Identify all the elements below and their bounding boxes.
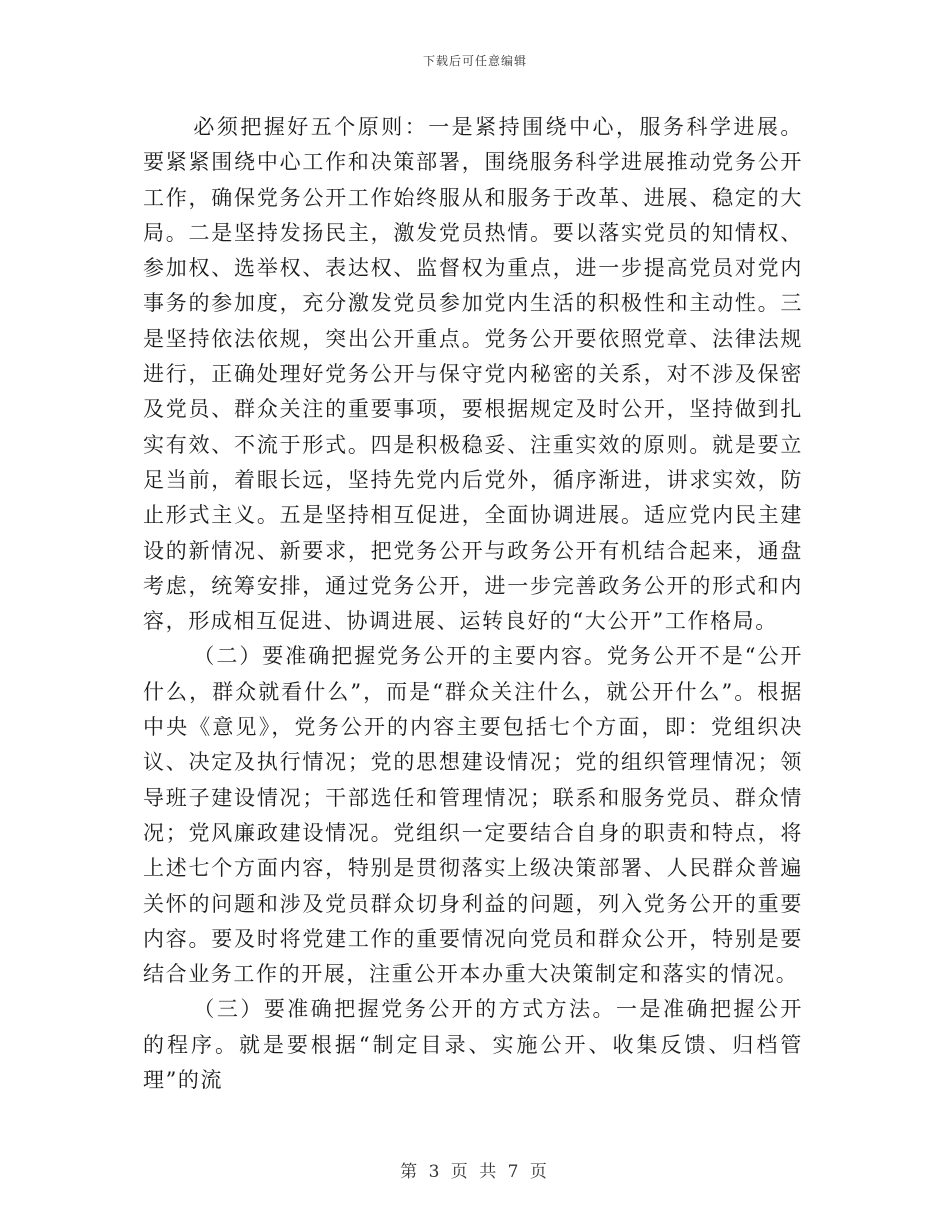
paragraph-principles: 必须把握好五个原则：一是紧持围绕中心，服务科学进展。要紧紧围绕中心工作和决策部署，围绕服务科学进展推动党务公开工作，确保党务公开工作始终服从和服务于改革、进展、稳定的大局。二是坚持发扬民主，激发党员热情。要以落实党员的知情权、参加权、选举权、表达权、监督权为重点，进一步提高党员对党内事务的参加度，充分激发党员参加党内生活的积极性和主动性。三是坚持依法依规，突出公开重点。党务公开要依照党章、法律法规进行，正确处理好党务公开与保守党内秘密的关系，对不涉及保密及党员、群众关注的重要事项，要根据规定及时公开，坚持做到扎实有效、不流于形式。四是积极稳妥、注重实效的原则。就是要立足当前，着眼长远，坚持先党内后党外，循序渐进，讲求实效，防止形式主义。五是坚持相互促进，全面协调进展。适应党内民主建设的新情况、新要求，把党务公开与政务公开有机结合起来，通盘考虑，统筹安排，通过党务公开，进一步完善政务公开的形式和内容，形成相互促进、协调进展、运转良好的“大公开”工作格局。 bbox=[143, 115, 803, 634]
document-body bbox=[143, 110, 803, 1098]
page-header: 下载后可任意编辑 bbox=[422, 54, 527, 68]
page-number: 第 3 页 共 7 页 bbox=[400, 1162, 550, 1182]
paragraph-main-content: （二）要准确把握党务公开的主要内容。党务公开不是“公开什么，群众就看什么”，而是“群众关注什么，就公开什么”。根据中央《意见》，党务公开的内容主要包括七个方面，即：党组织决议、决定及执行情况；党的思想建设情况；党的组织管理情况；领导班子建设情况；干部选任和管理情况；联系和服务党员、群众情况；党风廉政建设情况。党组织一定要结合自身的职责和特点，将上述七个方面内容，特别是贯彻落实上级决策部署、人民群众普遍关怀的问题和涉及党员群众切身利益的问题，列入党务公开的重要内容。要及时将党建工作的重要情况向党员和群众公开，特别是要结合业务工作的开展，注重公开本办重大决策制定和落实的情况。 bbox=[143, 644, 803, 987]
paragraph-methods: （三）要准确把握党务公开的方式方法。一是准确把握公开的程序。就是要根据“制定目录、实施公开、收集反馈、归档管理”的流 bbox=[143, 997, 803, 1093]
